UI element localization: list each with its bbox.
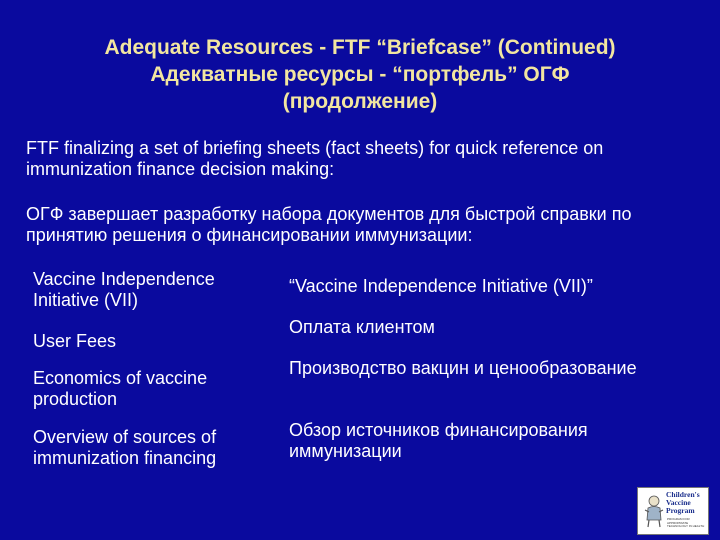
item-russian-user-fees: Оплата клиентом bbox=[289, 317, 435, 337]
item-english-vaccine-economics: Economics of vaccine production bbox=[33, 368, 208, 409]
item-russian-vaccine-economics: Производство вакцин и ценообразование bbox=[289, 358, 637, 378]
item-english-vii: Vaccine Independence Initiative (VII) bbox=[33, 269, 215, 310]
item-russian-financing-sources: Обзор источников финансирования иммунизации bbox=[289, 420, 588, 461]
logo-text: Children's Vaccine Program bbox=[666, 490, 700, 515]
title-line-english: Adequate Resources - FTF “Briefcase” (Continued) bbox=[104, 36, 616, 59]
intro-english: FTF finalizing a set of briefing sheets (fact sheets) for quick reference on immunization finance decision making: bbox=[26, 138, 604, 179]
logo-subtext: PROGRAM FOR APPROPRIATE TECHNOLOGY IN HEALTH bbox=[667, 517, 705, 528]
item-russian-vii: “Vaccine Independence Initiative (VII)” bbox=[289, 276, 593, 296]
title-line-russian: Адекватные ресурсы - “портфель” ОГФ bbox=[150, 63, 570, 86]
item-english-financing-sources: Overview of sources of immunization financing bbox=[33, 427, 217, 468]
item-english-user-fees: User Fees bbox=[33, 331, 117, 351]
slide-title bbox=[40, 34, 680, 115]
title-line-russian-continued: (продолжение) bbox=[282, 90, 438, 113]
child-figure-icon bbox=[642, 494, 666, 528]
childrens-vaccine-program-logo bbox=[637, 487, 709, 535]
intro-russian: ОГФ завершает разработку набора документов для быстрой справки по принятию решения о финансировании иммунизации: bbox=[26, 204, 632, 245]
